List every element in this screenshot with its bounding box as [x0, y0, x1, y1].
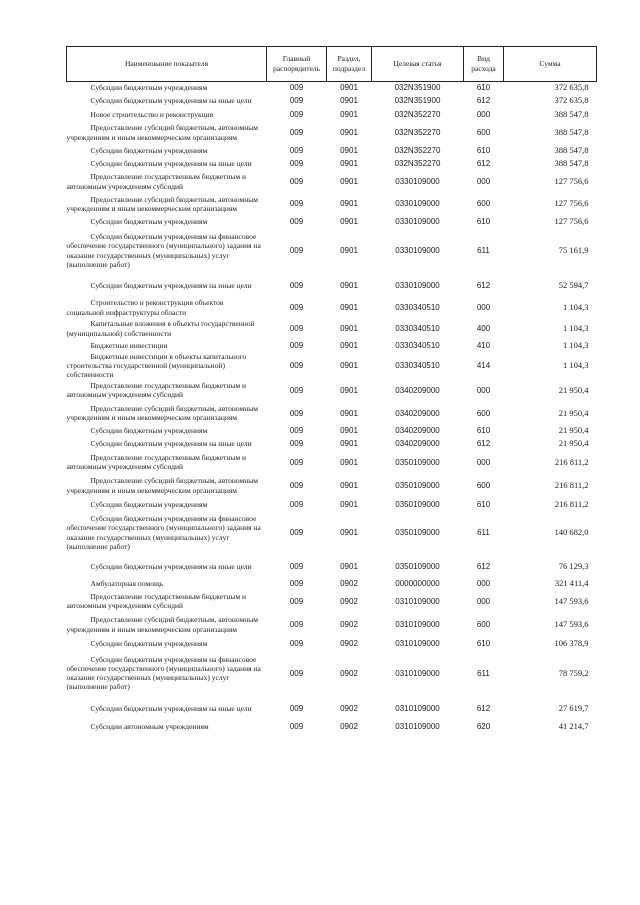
row-sum: 372 635,8 — [554, 81, 589, 92]
row-section: 0901 — [340, 145, 358, 155]
row-name: Субсидии бюджетным учреждениям — [90, 499, 208, 509]
row-admin: 009 — [289, 216, 304, 226]
row-type: 610 — [476, 216, 491, 226]
table-row — [67, 473, 597, 498]
row-type: 610 — [476, 499, 491, 509]
row-admin: 009 — [289, 408, 304, 418]
row-sum: 27 619,7 — [558, 702, 589, 713]
row-article: 0310109000 — [395, 703, 440, 713]
row-article: 0000000000 — [395, 579, 440, 588]
row-type: 600 — [476, 408, 491, 418]
row-name: Предоставление государственным бюджетным и автономным учреждениям субсидий — [66, 591, 247, 611]
row-name: Субсидии бюджетным учреждениям — [90, 216, 208, 226]
table-row — [67, 720, 597, 732]
row-name: Предоставление субсидий бюджетным, автономным учреждениям и иным некоммерческим организациям — [66, 194, 259, 213]
row-admin: 009 — [289, 721, 304, 731]
row-admin: 009 — [289, 620, 304, 629]
table-row — [67, 216, 597, 228]
row-name: Предоставление субсидий бюджетным, автономным учреждениям и иным некоммерческим организациям — [66, 123, 259, 142]
row-sum: 1 104,3 — [563, 339, 589, 350]
row-sum: 76 129,3 — [558, 560, 589, 571]
row-sum: 147 593,6 — [554, 595, 589, 606]
table-row — [67, 157, 597, 171]
row-admin: 009 — [289, 302, 304, 312]
row-name: Субсидии бюджетным учреждениям на иные цели — [90, 703, 252, 713]
row-article: 0350109000 — [395, 561, 440, 571]
row-section: 0901 — [340, 127, 358, 137]
row-article: 0310109000 — [395, 620, 440, 629]
row-article: 0340209000 — [395, 426, 440, 435]
table-row — [67, 352, 597, 380]
row-section: 0902 — [340, 668, 358, 678]
row-article: 0330109000 — [395, 176, 440, 186]
row-name: Бюджетные инвестиции в объекты капитального строительства государственной (муниципальной) собственности — [66, 351, 247, 379]
row-name: Предоставление субсидий бюджетным, автономным учреждениям и иным некоммерческим организациям — [66, 476, 259, 495]
row-sum: 21 950,4 — [558, 425, 589, 435]
row-sum: 321 411,4 — [554, 578, 589, 588]
row-section: 0901 — [340, 82, 358, 92]
row-article: 0330109000 — [395, 199, 440, 209]
header-article: Целевая статья — [372, 47, 464, 82]
row-type: 610 — [476, 639, 491, 648]
row-article: 032N352270 — [394, 127, 441, 137]
row-admin: 009 — [289, 639, 304, 648]
row-sum: 1 104,3 — [563, 359, 589, 370]
row-sum: 372 635,8 — [554, 94, 589, 105]
row-type: 600 — [476, 127, 491, 137]
header-name: Наименование показателя — [67, 47, 267, 82]
row-article: 0350109000 — [395, 499, 440, 509]
row-type: 611 — [477, 245, 490, 255]
row-admin: 009 — [289, 561, 304, 571]
row-type: 000 — [476, 385, 491, 395]
row-section: 0902 — [340, 721, 358, 731]
header-section: Раздел, подраздел — [327, 47, 372, 82]
row-section: 0901 — [340, 426, 358, 435]
row-admin: 009 — [289, 499, 304, 509]
row-type: 610 — [476, 426, 491, 435]
row-section: 0901 — [340, 360, 358, 370]
row-article: 0350109000 — [395, 528, 440, 537]
row-type: 620 — [476, 721, 491, 731]
table-row — [67, 451, 597, 473]
row-sum: 147 593,6 — [554, 619, 589, 629]
row-article: 0330340510 — [395, 323, 440, 333]
row-admin: 009 — [289, 280, 304, 290]
row-type: 600 — [476, 620, 491, 629]
table-row — [67, 121, 597, 145]
row-type: 612 — [476, 158, 491, 168]
row-name: Субсидии бюджетным учреждениям на иные цели — [90, 280, 252, 290]
row-sum: 21 950,4 — [558, 438, 589, 448]
row-name: Субсидии бюджетным учреждениям — [90, 639, 208, 648]
row-admin: 009 — [289, 323, 304, 333]
row-article: 0350109000 — [395, 457, 440, 467]
row-article: 0310109000 — [395, 721, 440, 731]
row-sum: 127 756,6 — [554, 215, 589, 226]
row-name: Субсидии бюджетным учреждениям на финансовое обеспечение государственного (муниципального) задания на оказание государственных (муниципальных) услуг (выполнение работ) — [66, 514, 261, 551]
row-section: 0901 — [340, 528, 358, 537]
row-admin: 009 — [289, 82, 304, 92]
row-type: 414 — [476, 360, 491, 370]
row-sum: 21 950,4 — [558, 384, 589, 395]
row-section: 0901 — [340, 176, 358, 186]
row-type: 600 — [476, 481, 491, 490]
row-name: Предоставление субсидий бюджетным, автономным учреждениям и иным некоммерческим организациям — [66, 403, 259, 423]
row-type: 610 — [476, 82, 491, 92]
row-sum: 127 756,6 — [554, 198, 589, 209]
table-row — [67, 401, 597, 425]
row-name: Субсидии бюджетным учреждениям — [90, 426, 208, 435]
table-row — [67, 171, 597, 193]
row-name: Капитальные вложения в объекты государственной (муниципальной) собственности — [66, 319, 255, 338]
row-type: 000 — [476, 457, 491, 467]
row-name: Субсидии бюджетным учреждениям на иные цели — [90, 95, 252, 105]
row-sum: 21 950,4 — [558, 407, 589, 418]
row-admin: 009 — [289, 668, 304, 678]
row-article: 0330109000 — [395, 280, 440, 290]
row-article: 0340209000 — [395, 385, 440, 395]
row-type: 410 — [476, 340, 491, 350]
row-admin: 009 — [289, 95, 304, 105]
row-name: Субсидии бюджетным учреждениям на иные цели — [90, 439, 252, 448]
row-article: 032N351900 — [394, 95, 441, 105]
budget-table — [66, 46, 597, 732]
row-type: 000 — [476, 302, 491, 312]
table-row — [67, 379, 597, 401]
table-row — [67, 193, 597, 216]
row-admin: 009 — [289, 457, 304, 467]
row-sum: 106 378,9 — [554, 638, 589, 648]
row-section: 0902 — [340, 639, 358, 648]
table-row — [67, 109, 597, 121]
row-type: 611 — [477, 528, 490, 537]
row-article: 032N352270 — [394, 145, 441, 155]
table-row — [67, 340, 597, 352]
row-sum: 127 756,6 — [554, 175, 589, 186]
row-type: 612 — [476, 280, 491, 290]
header-sum: Сумма — [504, 47, 597, 82]
row-name: Предоставление субсидий бюджетным, автономным учреждениям и иным некоммерческим организациям — [66, 615, 259, 634]
row-section: 0901 — [340, 481, 358, 490]
row-article: 032N352270 — [394, 158, 441, 168]
row-type: 612 — [476, 703, 491, 713]
row-article: 0310109000 — [395, 596, 440, 606]
row-admin: 009 — [289, 360, 304, 370]
row-name: Бюджетные инвестиции — [90, 340, 168, 350]
row-section: 0901 — [340, 439, 358, 448]
row-name: Субсидии бюджетным учреждениям на финансовое обеспечение государственного (муниципального) задания на оказание государственных (муниципальных) услуг (выполнение работ) — [66, 232, 261, 269]
row-admin: 009 — [289, 340, 304, 350]
row-section: 0901 — [340, 245, 358, 255]
row-type: 400 — [476, 323, 491, 333]
table-row — [67, 425, 597, 436]
row-type: 000 — [476, 176, 491, 186]
row-admin: 009 — [289, 385, 304, 395]
row-admin: 009 — [289, 579, 304, 588]
row-section: 0902 — [340, 596, 358, 606]
row-type: 612 — [476, 95, 491, 105]
row-sum: 75 161,9 — [558, 244, 589, 255]
row-sum: 388 547,8 — [554, 144, 589, 155]
row-section: 0902 — [340, 579, 358, 588]
row-admin: 009 — [289, 145, 304, 155]
row-article: 0330109000 — [395, 245, 440, 255]
table-row — [67, 274, 597, 298]
row-article: 032N351900 — [394, 82, 441, 92]
row-name: Субсидии бюджетным учреждениям на иные цели — [90, 561, 252, 571]
table-row — [67, 612, 597, 637]
row-article: 0330340510 — [395, 302, 440, 312]
row-admin: 009 — [289, 528, 304, 537]
table-row — [67, 510, 597, 555]
row-section: 0901 — [340, 95, 358, 105]
row-type: 612 — [476, 439, 491, 448]
row-admin: 009 — [289, 199, 304, 209]
row-sum: 216 811,2 — [554, 480, 589, 490]
row-section: 0901 — [340, 280, 358, 290]
row-section: 0902 — [340, 620, 358, 629]
row-name: Субсидии бюджетным учреждениям — [90, 145, 208, 155]
row-sum: 1 104,3 — [563, 322, 589, 333]
row-section: 0901 — [340, 216, 358, 226]
row-article: 0330340510 — [395, 360, 440, 370]
table-row — [67, 498, 597, 510]
row-name: Предоставление государственным бюджетным и автономным учреждениям субсидий — [66, 380, 247, 400]
row-article: 0350109000 — [395, 481, 440, 490]
row-article: 032N352270 — [394, 109, 441, 119]
row-sum: 140 682,0 — [554, 527, 589, 537]
table-row — [67, 696, 597, 720]
row-section: 0901 — [340, 323, 358, 333]
table-header — [67, 47, 597, 82]
header-type: Вид расхода — [464, 47, 504, 82]
table-row — [67, 650, 597, 696]
row-type: 600 — [476, 199, 491, 209]
row-name: Строительство и реконструкция объектов социальной инфраструктуры области — [66, 298, 224, 317]
table-row — [67, 93, 597, 109]
row-sum: 216 811,2 — [554, 456, 589, 467]
row-sum: 388 547,8 — [554, 126, 589, 137]
row-sum: 52 594,7 — [558, 279, 589, 290]
row-article: 0340209000 — [395, 439, 440, 448]
row-name: Предоставление государственным бюджетным и автономным учреждениям субсидий — [66, 452, 247, 472]
row-sum: 388 547,8 — [554, 157, 589, 168]
row-sum: 41 214,7 — [558, 720, 589, 731]
row-section: 0901 — [340, 499, 358, 509]
row-name: Амбулаторная помощь — [90, 579, 164, 588]
table-row — [67, 637, 597, 650]
row-section: 0902 — [340, 703, 358, 713]
row-section: 0901 — [340, 302, 358, 312]
row-sum: 78 759,2 — [558, 667, 589, 678]
row-type: 611 — [477, 668, 490, 678]
table-row — [67, 577, 597, 590]
row-name: Субсидии автономным учреждениям — [90, 721, 209, 731]
row-type: 000 — [476, 579, 491, 588]
row-sum: 216 811,2 — [554, 498, 589, 509]
row-name: Предоставление государственным бюджетным и автономным учреждениям субсидий — [66, 172, 247, 191]
row-article: 0310109000 — [395, 668, 440, 678]
table-row — [67, 145, 597, 157]
row-name: Новое строительство и реконструкция — [90, 109, 214, 119]
table-body — [67, 82, 597, 733]
table-row — [67, 298, 597, 318]
row-type: 000 — [476, 596, 491, 606]
table-row — [67, 82, 597, 93]
row-admin: 009 — [289, 109, 304, 119]
row-type: 000 — [476, 109, 491, 119]
row-section: 0901 — [340, 457, 358, 467]
row-admin: 009 — [289, 127, 304, 137]
row-type: 612 — [476, 561, 491, 571]
row-admin: 009 — [289, 703, 304, 713]
table-row — [67, 590, 597, 612]
row-admin: 009 — [289, 481, 304, 490]
row-name: Субсидии бюджетным учреждениям на иные цели — [90, 158, 252, 168]
table-row — [67, 228, 597, 274]
table-row — [67, 436, 597, 451]
row-section: 0901 — [340, 340, 358, 350]
row-article: 0330340510 — [395, 340, 440, 350]
row-article: 0310109000 — [395, 639, 440, 648]
row-section: 0901 — [340, 561, 358, 571]
row-section: 0901 — [340, 158, 358, 168]
row-article: 0330109000 — [395, 216, 440, 226]
row-admin: 009 — [289, 245, 304, 255]
row-admin: 009 — [289, 596, 304, 606]
row-admin: 009 — [289, 158, 304, 168]
table-row — [67, 318, 597, 340]
row-article: 0340209000 — [395, 408, 440, 418]
row-section: 0901 — [340, 385, 358, 395]
row-name: Субсидии бюджетным учреждениям на финансовое обеспечение государственного (муниципального) задания на оказание государственных (муниципальных) услуг (выполнение работ) — [66, 654, 261, 692]
header-admin: Главный распорядитель — [267, 47, 327, 82]
row-section: 0901 — [340, 109, 358, 119]
row-type: 610 — [476, 145, 491, 155]
row-sum: 1 104,3 — [563, 301, 589, 312]
row-name: Субсидии бюджетным учреждениям — [90, 82, 208, 92]
table-row — [67, 555, 597, 577]
row-sum: 388 547,8 — [554, 108, 589, 119]
row-admin: 009 — [289, 439, 304, 448]
row-section: 0901 — [340, 199, 358, 209]
row-section: 0901 — [340, 408, 358, 418]
row-admin: 009 — [289, 426, 304, 435]
row-admin: 009 — [289, 176, 304, 186]
